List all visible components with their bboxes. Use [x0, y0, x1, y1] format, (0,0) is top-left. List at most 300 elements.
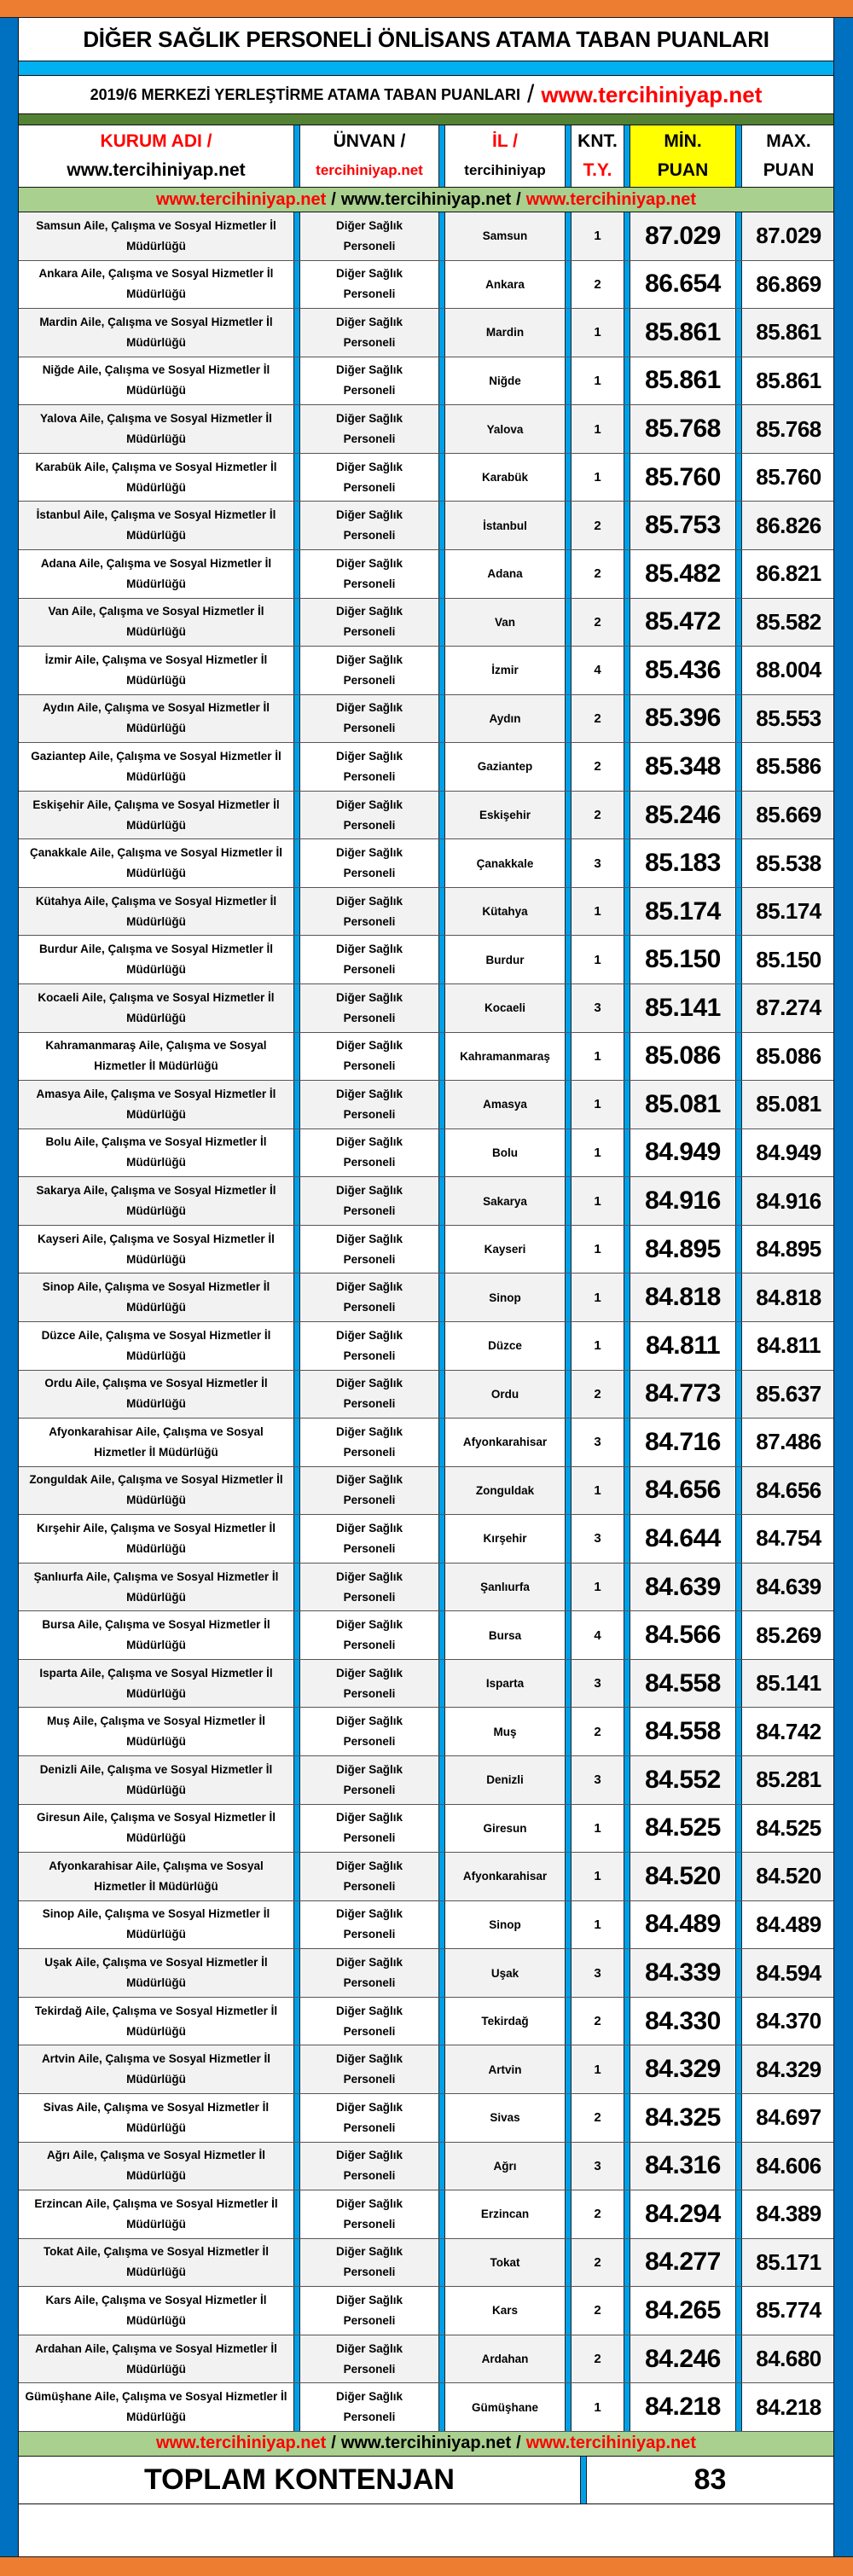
- cell-kurum: Uşak Aile, Çalışma ve Sosyal Hizmetler İl Müdürlüğü: [44, 1956, 268, 1990]
- cell-min-puan: 85.086: [645, 1041, 721, 1070]
- column-separator: [624, 2094, 630, 2142]
- cell-unvan-line2: Personeli: [343, 769, 396, 783]
- column-separator: [735, 2143, 742, 2190]
- cell-kontenjan: 2: [594, 276, 601, 292]
- column-separator: [624, 502, 630, 549]
- column-separator: [624, 792, 630, 839]
- cell-unvan-line1: Diğer Sağlık: [335, 460, 403, 473]
- cell-unvan: [300, 792, 438, 839]
- column-separator: [624, 647, 630, 694]
- table-row: [19, 261, 833, 310]
- score-sheet: [18, 18, 834, 2556]
- column-separator: [735, 984, 742, 1032]
- column-separator: [438, 888, 445, 936]
- cell-unvan: [300, 1177, 438, 1225]
- cell-unvan-line1: Diğer Sağlık: [335, 1039, 403, 1053]
- column-separator: [565, 1564, 572, 1611]
- cell-min-puan: 85.183: [645, 849, 721, 878]
- column-separator: [565, 984, 572, 1032]
- cell-max-puan: 87.029: [756, 223, 821, 249]
- cell-max-puan: 84.697: [756, 2104, 821, 2131]
- cell-min-puan: 85.174: [645, 896, 721, 925]
- column-separator: [735, 2045, 742, 2093]
- cell-kontenjan: 1: [594, 904, 601, 920]
- column-separator: [735, 454, 742, 502]
- cell-kurum: Yalova Aile, Çalışma ve Sosyal Hizmetler İl Müdürlüğü: [40, 412, 272, 446]
- table-row: [19, 695, 833, 744]
- cell-il: Uşak: [490, 1966, 519, 1980]
- column-separator: [293, 261, 300, 309]
- cell-unvan-line1: Diğer Sağlık: [335, 1762, 403, 1776]
- column-separator: [735, 936, 742, 983]
- cell-unvan-line2: Personeli: [343, 1783, 396, 1796]
- cell-unvan: [300, 502, 438, 549]
- cell-unvan: [300, 1998, 438, 2045]
- cell-max-puan: 85.861: [756, 367, 821, 393]
- cell-kontenjan: 1: [594, 325, 601, 340]
- cell-kurum: İstanbul Aile, Çalışma ve Sosyal Hizmetler İl Müdürlüğü: [36, 508, 276, 542]
- cell-max-puan: 86.821: [756, 560, 821, 587]
- cell-min-puan: 84.558: [645, 1717, 721, 1746]
- column-separator: [735, 1853, 742, 1900]
- column-separator: [293, 405, 300, 453]
- column-separator: [624, 1033, 630, 1081]
- cell-min-puan: 84.520: [645, 1861, 721, 1890]
- column-separator: [624, 695, 630, 743]
- column-separator: [293, 1564, 300, 1611]
- table-row: [19, 2287, 833, 2335]
- cell-max-puan: 86.826: [756, 512, 821, 538]
- cell-unvan: [300, 1226, 438, 1273]
- cell-max-puan: 85.269: [756, 1622, 821, 1648]
- column-separator: [565, 1901, 572, 1949]
- cell-unvan: [300, 1322, 438, 1370]
- header-il: [445, 125, 565, 187]
- cell-kurum: Afyonkarahisar Aile, Çalışma ve Sosyal Hizmetler İl Müdürlüğü: [49, 1859, 264, 1893]
- cell-il: Niğde: [489, 374, 521, 387]
- column-separator: [438, 2045, 445, 2093]
- column-separator: [735, 743, 742, 791]
- table-row: [19, 212, 833, 261]
- cell-max-puan: 84.594: [756, 1959, 821, 1986]
- cell-kontenjan: 2: [594, 2014, 601, 2029]
- column-separator: [438, 839, 445, 887]
- column-separator: [293, 1805, 300, 1853]
- cell-min-puan: 85.768: [645, 415, 721, 444]
- column-separator: [624, 2190, 630, 2238]
- cell-il: Kars: [491, 2304, 519, 2318]
- cell-max-puan: 84.606: [756, 2152, 821, 2179]
- column-separator: [438, 599, 445, 647]
- cell-unvan: [300, 2045, 438, 2093]
- column-separator: [624, 2335, 630, 2383]
- cell-unvan-line1: Diğer Sağlık: [335, 749, 403, 763]
- table-row: [19, 792, 833, 840]
- column-separator: [565, 1708, 572, 1755]
- column-separator: [438, 1033, 445, 1081]
- column-separator: [565, 2190, 572, 2238]
- column-separator: [438, 125, 445, 187]
- cell-unvan-line2: Personeli: [343, 1107, 396, 1121]
- column-separator: [293, 2190, 300, 2238]
- cell-kurum: Sivas Aile, Çalışma ve Sosyal Hizmetler İl Müdürlüğü: [43, 2100, 270, 2134]
- header-kurum: [19, 125, 293, 187]
- cell-kontenjan: 1: [594, 1242, 601, 1257]
- column-separator: [438, 1564, 445, 1611]
- cell-unvan-line1: Diğer Sağlık: [335, 605, 403, 618]
- cell-min-puan: 84.329: [645, 2055, 721, 2084]
- cell-max-puan: 84.949: [756, 1139, 821, 1165]
- cell-min-puan: 84.949: [645, 1138, 721, 1167]
- cell-unvan-line1: Diğer Sağlık: [335, 2390, 403, 2404]
- column-separator: [565, 1998, 572, 2045]
- column-separator: [293, 309, 300, 357]
- cell-kurum: Kocaeli Aile, Çalışma ve Sosyal Hizmetler İl Müdürlüğü: [38, 990, 275, 1024]
- cell-kurum: Giresun Aile, Çalışma ve Sosyal Hizmetler İl Müdürlüğü: [36, 1811, 276, 1845]
- cell-max-puan: 85.281: [756, 1767, 821, 1793]
- cell-unvan: [300, 405, 438, 453]
- table-row: [19, 1033, 833, 1082]
- column-separator: [735, 2383, 742, 2431]
- column-separator: [624, 2383, 630, 2431]
- cell-kontenjan: 1: [594, 1290, 601, 1305]
- column-separator: [624, 454, 630, 502]
- cell-max-puan: 85.174: [756, 898, 821, 925]
- column-separator: [565, 1805, 572, 1853]
- column-separator: [565, 1419, 572, 1466]
- column-separator: [438, 502, 445, 549]
- table-row: [19, 1371, 833, 1419]
- cell-unvan-line1: Diğer Sağlık: [335, 1811, 403, 1825]
- cell-kurum: Samsun Aile, Çalışma ve Sosyal Hizmetler İl Müdürlüğü: [36, 218, 276, 252]
- column-separator: [735, 647, 742, 694]
- cell-min-puan: 85.861: [645, 317, 721, 346]
- column-separator: [624, 1419, 630, 1466]
- table-row: [19, 2239, 833, 2288]
- column-separator: [293, 1660, 300, 1708]
- column-separator: [438, 936, 445, 983]
- cell-kontenjan: 2: [594, 2254, 601, 2270]
- table-row: [19, 743, 833, 792]
- cell-min-puan: 85.081: [645, 1089, 721, 1118]
- cell-il: Adana: [487, 567, 523, 581]
- cell-il: Sakarya: [483, 1194, 527, 1208]
- cell-unvan: [300, 261, 438, 309]
- header-kurum-site: www.tercihiniyap.net: [67, 160, 246, 180]
- column-separator: [565, 743, 572, 791]
- column-separator: [438, 2239, 445, 2287]
- cell-kurum: Zonguldak Aile, Çalışma ve Sosyal Hizmetler İl Müdürlüğü: [29, 1473, 283, 1507]
- banner-link-2[interactable]: www.tercihiniyap.net: [340, 2434, 512, 2453]
- cell-max-puan: 85.582: [756, 608, 821, 635]
- column-separator: [565, 2383, 572, 2431]
- subtitle-site-link[interactable]: www.tercihiniyap.net: [541, 81, 763, 107]
- column-separator: [565, 1611, 572, 1659]
- banner-sep: /: [331, 2434, 336, 2453]
- cell-unvan-line1: Diğer Sağlık: [335, 1569, 403, 1583]
- column-separator: [565, 1515, 572, 1563]
- cell-max-puan: 85.861: [756, 319, 821, 345]
- banner-sep: /: [516, 2434, 521, 2453]
- column-separator: [565, 309, 572, 357]
- total-label: TOPLAM KONTENJAN: [144, 2463, 455, 2496]
- cell-unvan-line2: Personeli: [343, 2217, 396, 2231]
- cell-il: Sinop: [489, 1291, 521, 1304]
- column-separator: [438, 1756, 445, 1804]
- cell-max-puan: 84.754: [756, 1525, 821, 1552]
- cell-unvan-line1: Diğer Sağlık: [335, 1424, 403, 1438]
- cell-kontenjan: 2: [594, 1724, 601, 1739]
- column-separator: [438, 1853, 445, 1900]
- cell-unvan-line1: Diğer Sağlık: [335, 363, 403, 377]
- column-separator: [735, 125, 742, 187]
- cell-unvan-line1: Diğer Sağlık: [335, 798, 403, 811]
- cell-max-puan: 84.370: [756, 2008, 821, 2034]
- cell-kurum: Adana Aile, Çalışma ve Sosyal Hizmetler İl Müdürlüğü: [40, 556, 272, 590]
- column-separator: [565, 1226, 572, 1273]
- column-separator: [624, 1273, 630, 1321]
- column-separator: [565, 357, 572, 405]
- cell-il: Sinop: [489, 1917, 521, 1931]
- cell-unvan: [300, 1129, 438, 1177]
- column-separator: [565, 1371, 572, 1419]
- cell-unvan-line2: Personeli: [343, 335, 396, 349]
- column-separator: [565, 1322, 572, 1370]
- cell-il: Afyonkarahisar: [462, 1870, 548, 1883]
- table-row: [19, 888, 833, 937]
- header-knt-sub: T.Y.: [583, 160, 612, 180]
- column-separator: [293, 1129, 300, 1177]
- cell-kontenjan: 2: [594, 759, 601, 775]
- table-row: [19, 1708, 833, 1756]
- cell-kontenjan: 2: [594, 614, 601, 629]
- column-separator: [438, 1129, 445, 1177]
- column-separator: [293, 743, 300, 791]
- column-separator: [735, 261, 742, 309]
- cell-unvan-line1: Diğer Sağlık: [335, 1377, 403, 1390]
- cell-unvan-line1: Diğer Sağlık: [335, 315, 403, 328]
- column-separator: [624, 212, 630, 260]
- cell-kurum: Eskişehir Aile, Çalışma ve Sosyal Hizmetler İl Müdürlüğü: [32, 798, 280, 832]
- cell-kurum: Kırşehir Aile, Çalışma ve Sosyal Hizmetler İl Müdürlüğü: [36, 1521, 276, 1555]
- column-separator: [565, 1853, 572, 1900]
- cell-max-puan: 84.489: [756, 1911, 821, 1937]
- column-separator: [293, 1033, 300, 1081]
- cell-kurum: Tekirdağ Aile, Çalışma ve Sosyal Hizmetler İl Müdürlüğü: [34, 2004, 278, 2038]
- header-il-label: İL /: [492, 131, 518, 151]
- cell-min-puan: 84.566: [645, 1621, 721, 1650]
- banner-link-1[interactable]: www.tercihiniyap.net: [155, 2434, 327, 2453]
- cell-unvan-line2: Personeli: [343, 1928, 396, 1941]
- cell-unvan: [300, 695, 438, 743]
- cell-max-puan: 84.895: [756, 1236, 821, 1262]
- banner-link-1[interactable]: www.tercihiniyap.net: [155, 189, 327, 209]
- cell-il: Van: [494, 615, 515, 629]
- column-separator: [565, 261, 572, 309]
- cell-kontenjan: 1: [594, 1097, 601, 1112]
- header-min-puan: [630, 125, 735, 187]
- cell-kontenjan: 1: [594, 229, 601, 244]
- cell-il: Bolu: [492, 1146, 518, 1159]
- banner-link-3[interactable]: www.tercihiniyap.net: [525, 2434, 696, 2453]
- cell-unvan: [300, 1853, 438, 1900]
- column-separator: [624, 1901, 630, 1949]
- cell-unvan-line2: Personeli: [343, 1011, 396, 1024]
- column-separator: [293, 1515, 300, 1563]
- column-separator: [438, 1998, 445, 2045]
- cell-unvan-line2: Personeli: [343, 1590, 396, 1604]
- cell-min-puan: 85.472: [645, 607, 721, 636]
- cell-unvan: [300, 1756, 438, 1804]
- cell-il: Kayseri: [484, 1243, 526, 1256]
- subtitle-text: 2019/6 MERKEZİ YERLEŞTİRME ATAMA TABAN PUANLARI: [90, 85, 520, 103]
- cell-min-puan: 84.294: [645, 2199, 721, 2228]
- cell-kontenjan: 1: [594, 1917, 601, 1932]
- column-separator: [438, 1901, 445, 1949]
- cell-kontenjan: 3: [594, 1772, 601, 1788]
- cell-kontenjan: 1: [594, 470, 601, 485]
- cell-unvan: [300, 2143, 438, 2190]
- cell-kontenjan: 1: [594, 1580, 601, 1595]
- column-separator: [735, 1419, 742, 1466]
- banner-link-3[interactable]: www.tercihiniyap.net: [525, 189, 696, 209]
- table-row: [19, 1564, 833, 1612]
- header-max-sub: PUAN: [763, 160, 815, 180]
- header-unvan-label: ÜNVAN /: [333, 131, 406, 151]
- header-unvan: [300, 125, 438, 187]
- column-separator: [565, 936, 572, 983]
- column-separator: [438, 1467, 445, 1515]
- column-separator: [624, 1081, 630, 1128]
- cell-unvan-line1: Diğer Sağlık: [335, 1714, 403, 1728]
- column-separator: [565, 212, 572, 260]
- cell-max-puan: 85.553: [756, 705, 821, 731]
- column-separator: [293, 1611, 300, 1659]
- cell-min-puan: 84.895: [645, 1234, 721, 1263]
- column-separator: [735, 212, 742, 260]
- page-title: DİĞER SAĞLIK PERSONELİ ÖNLİSANS ATAMA TABAN PUANLARI: [19, 18, 833, 61]
- column-separator: [735, 1371, 742, 1419]
- cell-unvan: [300, 1611, 438, 1659]
- table-row: [19, 454, 833, 502]
- table-row: [19, 1660, 833, 1709]
- cell-unvan-line2: Personeli: [343, 2362, 396, 2376]
- cell-kontenjan: 2: [594, 566, 601, 582]
- column-separator: [293, 212, 300, 260]
- column-separator: [293, 1998, 300, 2045]
- cell-min-puan: 84.773: [645, 1379, 721, 1408]
- cell-unvan-line1: Diğer Sağlık: [335, 2004, 403, 2017]
- column-separator: [735, 1949, 742, 1997]
- cell-kurum: Karabük Aile, Çalışma ve Sosyal Hizmetler İl Müdürlüğü: [35, 460, 277, 494]
- divider-green: [19, 114, 833, 125]
- cell-unvan-line1: Diğer Sağlık: [335, 1473, 403, 1487]
- column-separator: [438, 1273, 445, 1321]
- cell-unvan: [300, 2287, 438, 2335]
- cell-unvan-line1: Diğer Sağlık: [335, 701, 403, 715]
- cell-max-puan: 84.811: [756, 1332, 821, 1359]
- cell-max-puan: 84.742: [756, 1718, 821, 1744]
- cell-kontenjan: 1: [594, 1193, 601, 1209]
- column-separator: [624, 2045, 630, 2093]
- cell-max-puan: 84.656: [756, 1477, 821, 1503]
- column-separator: [735, 1660, 742, 1708]
- column-separator: [735, 1611, 742, 1659]
- cell-min-puan: 84.639: [645, 1572, 721, 1601]
- column-separator: [293, 2143, 300, 2190]
- column-separator: [293, 1467, 300, 1515]
- column-separator: [624, 1129, 630, 1177]
- cell-kontenjan: 1: [594, 421, 601, 437]
- cell-unvan: [300, 2094, 438, 2142]
- table-row: [19, 1081, 833, 1129]
- cell-unvan: [300, 1467, 438, 1515]
- column-separator: [438, 1371, 445, 1419]
- table-row: [19, 1998, 833, 2046]
- column-separator: [293, 550, 300, 598]
- column-separator: [624, 1611, 630, 1659]
- cell-kontenjan: 1: [594, 1869, 601, 1884]
- cell-min-puan: 86.654: [645, 270, 721, 299]
- column-separator: [624, 1805, 630, 1853]
- cell-unvan-line1: Diğer Sağlık: [335, 1328, 403, 1342]
- cell-unvan-line2: Personeli: [343, 722, 396, 735]
- column-separator: [735, 2287, 742, 2335]
- column-separator: [580, 2457, 587, 2503]
- cell-min-puan: 85.760: [645, 462, 721, 491]
- table-row: [19, 1611, 833, 1660]
- cell-kontenjan: 2: [594, 2352, 601, 2367]
- column-separator: [624, 2239, 630, 2287]
- column-separator: [293, 1949, 300, 1997]
- cell-unvan-line2: Personeli: [343, 1494, 396, 1507]
- cell-min-puan: 84.811: [645, 1331, 721, 1360]
- cell-unvan-line2: Personeli: [343, 1735, 396, 1749]
- cell-unvan-line2: Personeli: [343, 287, 396, 301]
- column-separator: [438, 2143, 445, 2190]
- cell-max-puan: 85.760: [756, 464, 821, 490]
- cell-unvan-line1: Diğer Sağlık: [335, 1859, 403, 1872]
- cell-unvan: [300, 212, 438, 260]
- table-row: [19, 2094, 833, 2143]
- site-banner-bottom: [19, 2432, 833, 2457]
- column-separator: [438, 405, 445, 453]
- cell-max-puan: 84.818: [756, 1284, 821, 1310]
- cell-unvan-line2: Personeli: [343, 867, 396, 880]
- column-separator: [293, 2045, 300, 2093]
- cell-kontenjan: 3: [594, 1676, 601, 1691]
- column-separator: [624, 261, 630, 309]
- column-separator: [438, 1515, 445, 1563]
- cell-kurum: Sinop Aile, Çalışma ve Sosyal Hizmetler İl Müdürlüğü: [42, 1907, 270, 1941]
- cell-unvan-line2: Personeli: [343, 239, 396, 252]
- column-separator: [624, 888, 630, 936]
- cell-unvan-line1: Diğer Sağlık: [335, 1280, 403, 1294]
- cell-kurum: Şanlıurfa Aile, Çalışma ve Sosyal Hizmetler İl Müdürlüğü: [33, 1569, 279, 1604]
- cell-max-puan: 84.329: [756, 2056, 821, 2082]
- column-separator: [438, 1322, 445, 1370]
- banner-link-2[interactable]: www.tercihiniyap.net: [340, 189, 512, 209]
- cell-min-puan: 84.316: [645, 2151, 721, 2180]
- cell-kontenjan: 1: [594, 1145, 601, 1160]
- column-separator: [438, 2287, 445, 2335]
- cell-min-puan: 84.716: [645, 1427, 721, 1456]
- cell-il: Ordu: [490, 1387, 519, 1401]
- column-separator: [624, 1515, 630, 1563]
- total-value: 83: [693, 2463, 727, 2496]
- cell-unvan-line2: Personeli: [343, 1541, 396, 1555]
- column-separator: [293, 2239, 300, 2287]
